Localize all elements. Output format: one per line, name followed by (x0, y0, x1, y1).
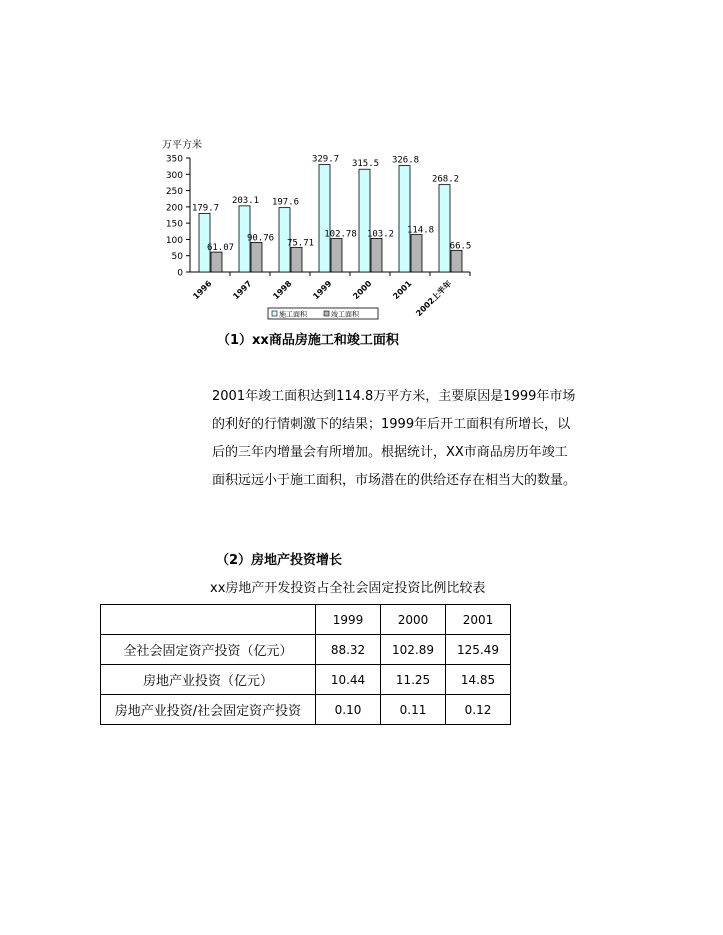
legend-label: 竣工面积 (331, 310, 359, 319)
table-cell: 0.11 (381, 695, 446, 725)
table-corner-cell (101, 605, 316, 635)
data-label: 315.5 (351, 159, 380, 170)
investment-table (100, 604, 511, 725)
bar-completed (211, 252, 222, 272)
paragraph-line: 的利好的行情刺激下的结果；1999年后开工面积有所增长，以 (212, 417, 571, 432)
y-axis-label: 万平方米 (162, 140, 202, 151)
data-label: 61.07 (206, 243, 235, 254)
x-tick-label: 1997 (231, 279, 254, 302)
chart-svg (160, 130, 480, 330)
y-tick-label: 100 (165, 235, 183, 246)
table-row (101, 635, 511, 665)
section-heading: （2）房地产投资增长 (216, 553, 343, 568)
bar-chart (160, 130, 480, 330)
column-header: 2001 (446, 605, 511, 635)
bar-completed (291, 247, 302, 272)
x-tick-label: 1999 (311, 279, 334, 302)
table-row (101, 695, 511, 725)
y-tick-label: 50 (171, 252, 183, 263)
data-label: 179.7 (191, 203, 220, 214)
table-cell: 10.44 (316, 665, 381, 695)
table-cell: 0.12 (446, 695, 511, 725)
table-title: xx房地产开发投资占全社会固定投资比例比较表 (210, 581, 486, 596)
table-header-row (101, 605, 511, 635)
chart-caption: （1）xx商品房施工和竣工面积 (217, 333, 399, 348)
column-header: 1999 (316, 605, 381, 635)
data-label: 66.5 (449, 241, 472, 252)
table-cell: 0.10 (316, 695, 381, 725)
data-label: 326.8 (391, 155, 420, 166)
data-label: 75.71 (286, 238, 315, 249)
table-cell: 88.32 (316, 635, 381, 665)
bar-construction (399, 166, 410, 272)
bar-completed (331, 239, 342, 272)
x-tick-label: 1998 (271, 279, 294, 302)
y-tick-label: 300 (165, 170, 183, 181)
legend-swatch-construction (272, 311, 277, 316)
y-tick-label: 250 (165, 187, 183, 198)
paragraph-line: 面积远远小于施工面积，市场潜在的供给还存在相当大的数量。 (212, 473, 577, 488)
table-cell: 11.25 (381, 665, 446, 695)
table-cell: 125.49 (446, 635, 511, 665)
y-tick-label: 350 (165, 154, 183, 165)
row-label: 房地产业投资（亿元） (101, 665, 316, 695)
bar-completed (451, 250, 462, 272)
body-paragraph (212, 383, 632, 495)
bar-completed (371, 238, 382, 272)
x-tick-label: 1996 (191, 279, 214, 302)
paragraph-line: 2001年竣工面积达到114.8万平方米，主要原因是1999年市场 (212, 389, 576, 404)
row-label: 房地产业投资/社会固定资产投资 (101, 695, 316, 725)
row-label: 全社会固定资产投资（亿元） (101, 635, 316, 665)
x-tick-label: 2002上半年 (414, 279, 454, 319)
column-header: 2000 (381, 605, 446, 635)
legend-swatch-completed (324, 311, 329, 316)
table-row (101, 665, 511, 695)
y-tick-label: 150 (165, 219, 183, 230)
table-cell: 102.89 (381, 635, 446, 665)
legend-label: 施工面积 (279, 310, 307, 319)
bar-construction (319, 165, 330, 272)
data-label: 103.2 (366, 229, 395, 240)
data-label: 90.76 (246, 233, 275, 244)
data-label: 197.6 (271, 197, 300, 208)
bar-construction (439, 185, 450, 272)
table-cell: 14.85 (446, 665, 511, 695)
x-tick-label: 2001 (391, 279, 414, 302)
data-label: 203.1 (231, 195, 260, 206)
data-label: 102.78 (324, 229, 357, 240)
bar-construction (359, 169, 370, 272)
y-tick-label: 200 (165, 203, 183, 214)
paragraph-line: 后的三年内增量会有所增加。根据统计，XX市商品房历年竣工 (212, 445, 568, 460)
data-label: 268.2 (431, 174, 460, 185)
data-label: 114.8 (406, 225, 435, 236)
x-tick-label: 2000 (351, 279, 374, 302)
y-tick-label: 0 (177, 268, 183, 279)
bar-completed (251, 242, 262, 272)
bar-completed (411, 235, 422, 272)
data-label: 329.7 (311, 154, 340, 165)
